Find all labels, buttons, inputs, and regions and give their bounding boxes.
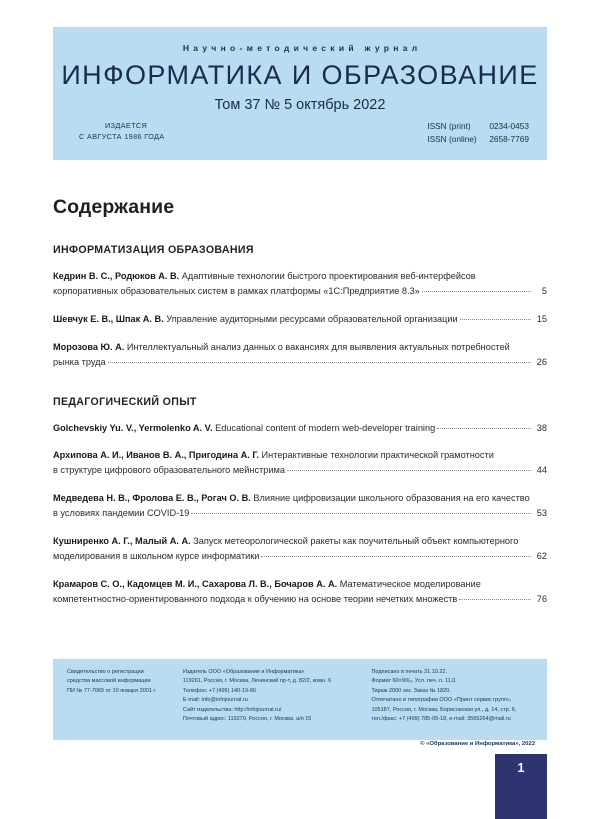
journal-kicker: Научно-методический журнал <box>182 43 422 53</box>
toc-entry-title: Управление аудиторными ресурсами образовательной организации <box>163 313 458 324</box>
toc-entry-line <box>53 463 547 478</box>
imprint-printing-column <box>371 668 537 747</box>
toc-entry-authors: Крамаров С. О., Кадомцев М. И., Сахарова Л. В., Бочаров А. А. <box>53 578 338 589</box>
imprint-printing-line: Формат 60×90/₈. Усл. печ. л. 11,0. <box>371 678 457 685</box>
toc-entry[interactable] <box>53 312 547 327</box>
imprint-publisher-line: E-mail: info@infojournal.ru <box>182 697 248 704</box>
toc-entry-page: 76 <box>536 593 547 604</box>
toc-entry-title-cont: компетентностно-ориентированного подхода к обучению на основе теории нечетких множеств <box>53 593 458 604</box>
toc-entry[interactable] <box>53 534 547 564</box>
toc-entry-line <box>53 534 547 549</box>
toc-entry-authors: Кушниренко А. Г., Малый А. А. <box>53 536 191 547</box>
copyright-notice: © «Образование и Информатика», 2022 <box>420 740 535 747</box>
imprint-printing-line: 105187, Россия, г. Москва, Борисовская ул., д. 14, стр. 6, <box>371 706 517 713</box>
toc-entry[interactable] <box>53 577 547 607</box>
toc-entry[interactable] <box>53 269 547 299</box>
imprint-registration-line: ПИ № 77-7065 от 10 января 2001 г. <box>67 687 157 694</box>
issn-online-label: ISSN (online) <box>427 134 477 145</box>
toc-entry-authors: Морозова Ю. А. <box>53 341 125 352</box>
toc-entry-title-cont: в структуре цифрового образовательного мейнстрима <box>53 465 285 476</box>
issn-block <box>427 120 533 147</box>
dot-leader <box>261 556 531 557</box>
dot-leader <box>437 428 531 429</box>
table-of-contents <box>53 244 547 620</box>
toc-entry-line <box>53 269 547 284</box>
imprint-band <box>53 659 547 747</box>
toc-entry-title: Математическое моделирование <box>337 578 481 589</box>
issn-print-value: 0234-0453 <box>489 121 529 131</box>
toc-entry-page: 44 <box>536 465 547 476</box>
toc-entry-authors: Архипова А. И., Иванов В. А., Пригодина А. Г. <box>53 450 259 461</box>
imprint-printing-line: тел./факс: +7 (499) 785-05-18, e-mail: 3565264@mail.ru <box>371 716 511 723</box>
imprint-printing-line: Тираж 2000 экз. Заказ № 1820. <box>371 687 451 694</box>
imprint-registration-line: Свидетельство о регистрации <box>67 669 144 675</box>
imprint-publisher-line: Почтовый адрес: 119270, Россия, г. Москва, а/я 15 <box>182 716 312 723</box>
dot-leader <box>108 362 531 363</box>
toc-entry-line <box>53 506 547 521</box>
dot-leader <box>191 513 531 514</box>
toc-entry-line <box>53 549 547 564</box>
section-title: ИНФОРМАТИЗАЦИЯ ОБРАЗОВАНИЯ <box>53 244 254 256</box>
toc-entry-authors: Кедрин В. С., Родюков А. В. <box>53 271 180 281</box>
published-since-block <box>67 120 165 143</box>
masthead-bottom-row <box>53 120 547 147</box>
imprint-publisher-line: Издатель ООО «Образование и Информатика» <box>182 669 305 675</box>
toc-entry-title: Educational content of modern web-developer training <box>212 422 436 433</box>
toc-entry-title: Запуск метеорологической ракеты как поучительный объект компьютерного <box>190 536 519 547</box>
toc-entry-line <box>53 577 547 592</box>
toc-entry[interactable] <box>53 491 547 521</box>
imprint-publisher-line: Телефон: +7 (495) 140-19-86 <box>182 687 257 694</box>
toc-entry-page: 53 <box>536 508 547 519</box>
toc-entry-title: Интерактивные технологии практической грамотности <box>258 450 494 461</box>
imprint-printing-line: Подписано в печать 31.10.22. <box>371 669 447 675</box>
dot-leader <box>459 599 531 600</box>
issn-print-label: ISSN (print) <box>427 121 471 131</box>
toc-entry-authors: Медведева Н. В., Фролова Е. В., Рогач О. В. <box>53 493 251 504</box>
toc-entry[interactable] <box>53 340 547 370</box>
page-number-tab <box>495 754 547 819</box>
toc-entry-title-cont: в условиях пандемии COVID-19 <box>53 508 190 519</box>
toc-entry-page: 26 <box>536 356 547 367</box>
toc-entry-line <box>53 491 547 506</box>
imprint-publisher-column <box>183 668 372 740</box>
toc-entry[interactable] <box>53 421 547 436</box>
toc-entry-title: Интеллектуальный анализ данных о вакансиях для выявления актуальных потребностей <box>124 341 510 352</box>
toc-entry-line <box>53 592 547 607</box>
toc-entry-line <box>53 284 547 299</box>
imprint-publisher-line: 119261, Россия, г. Москва, Ленинский пр-т, д. 82/2, комн. 6 <box>182 678 332 685</box>
toc-entry-page: 15 <box>536 313 547 324</box>
dot-leader <box>287 470 531 471</box>
toc-entry[interactable] <box>53 448 547 478</box>
imprint-publisher-line: Сайт издательства: http://infojournal.ru/ <box>182 706 282 713</box>
dot-leader <box>460 319 531 320</box>
toc-entry-title: Влияние цифровизации школьного образования на его качество <box>250 493 530 504</box>
dot-leader <box>422 291 531 292</box>
toc-entry-line <box>53 355 547 370</box>
published-since-line2: С АВГУСТА 1986 ГОДА <box>79 132 165 142</box>
toc-entry-authors: Шевчук Е. В., Шпак А. В. <box>53 313 164 324</box>
toc-entry-page: 62 <box>536 550 547 561</box>
toc-entry-page: 5 <box>541 285 547 296</box>
toc-entry-line <box>53 340 547 355</box>
toc-entry-line <box>53 448 547 463</box>
issn-print-row <box>427 120 529 133</box>
toc-entry-authors: Golchevskiy Yu. V., Yermolenko A. V. <box>53 422 213 433</box>
toc-entry-page: 38 <box>536 422 547 433</box>
imprint-registration-line: средства массовой информации <box>67 678 151 685</box>
toc-entry-title-cont: моделирования в школьном курсе информатики <box>53 550 260 561</box>
page-number: 1 <box>517 761 525 775</box>
masthead-band <box>53 27 547 160</box>
toc-entry-line <box>53 421 547 436</box>
journal-title: ИНФОРМАТИКА И ОБРАЗОВАНИЕ <box>61 60 539 90</box>
issn-online-row <box>427 133 529 146</box>
toc-entry-title-cont: корпоративных образовательных систем в рамках платформы «1С:Предприятие 8.3» <box>53 285 420 296</box>
toc-entry-text <box>53 312 458 327</box>
toc-entry-title: Адаптивные технологии быстрого проектирования веб-интерфейсов <box>179 271 476 281</box>
toc-entry-text <box>53 421 435 436</box>
toc-entry-title-cont: рынка труда <box>53 356 106 367</box>
imprint-registration-column <box>63 668 183 740</box>
issn-online-value: 2658-7769 <box>489 134 529 145</box>
issue-line: Том 37 № 5 октябрь 2022 <box>214 97 386 113</box>
published-since-line1: ИЗДАЕТСЯ <box>105 121 148 130</box>
toc-entry-line <box>53 312 547 327</box>
imprint-printing-line: Отпечатано в типографии ООО «Принт сервис групп», <box>371 697 512 704</box>
section-title: ПЕДАГОГИЧЕСКИЙ ОПЫТ <box>53 395 197 408</box>
page-title: Содержание <box>53 196 175 218</box>
